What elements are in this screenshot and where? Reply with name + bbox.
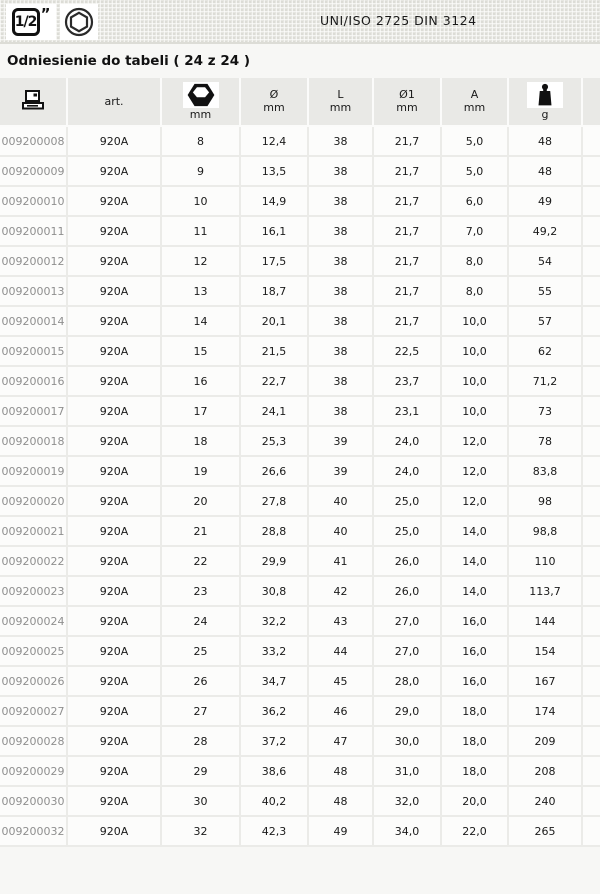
- cell-d: 32,2: [240, 606, 308, 636]
- cell-d: 26,6: [240, 456, 308, 486]
- cell-d: 18,7: [240, 276, 308, 306]
- column-header-A: [441, 78, 508, 126]
- cell-d: 12,4: [240, 126, 308, 156]
- cell-L: 47: [308, 726, 373, 756]
- cell-d1: 25,0: [373, 516, 441, 546]
- table-row: [0, 726, 600, 756]
- cell-code: 009200014: [0, 306, 67, 336]
- table-row: [0, 156, 600, 186]
- column-header-hex: [161, 78, 240, 126]
- cell-art: 920A: [67, 246, 161, 276]
- cell-art: 920A: [67, 816, 161, 846]
- cell-L: 49: [308, 816, 373, 846]
- cell-code: 009200029: [0, 756, 67, 786]
- cell-L: 38: [308, 156, 373, 186]
- cell-d: 21,5: [240, 336, 308, 366]
- row-edge-sliver: [582, 516, 600, 546]
- cell-hex: 25: [161, 636, 240, 666]
- cell-g: 78: [508, 426, 582, 456]
- table-row: [0, 546, 600, 576]
- cell-g: 98: [508, 486, 582, 516]
- cell-hex: 30: [161, 786, 240, 816]
- cell-L: 38: [308, 216, 373, 246]
- cell-code: 009200028: [0, 726, 67, 756]
- cell-g: 144: [508, 606, 582, 636]
- cell-L: 48: [308, 786, 373, 816]
- cell-art: 920A: [67, 216, 161, 246]
- cell-hex: 16: [161, 366, 240, 396]
- cell-art: 920A: [67, 126, 161, 156]
- cell-art: 920A: [67, 756, 161, 786]
- cell-A: 5,0: [441, 156, 508, 186]
- cell-hex: 29: [161, 756, 240, 786]
- cell-g: 154: [508, 636, 582, 666]
- cell-g: 57: [508, 306, 582, 336]
- cell-d1: 23,7: [373, 366, 441, 396]
- half-inch-drive-badge: [6, 4, 56, 40]
- cell-hex: 21: [161, 516, 240, 546]
- cell-art: 920A: [67, 336, 161, 366]
- cell-g: 265: [508, 816, 582, 846]
- cell-art: 920A: [67, 696, 161, 726]
- hex-nut-icon: [183, 82, 219, 108]
- cell-code: 009200026: [0, 666, 67, 696]
- column-header-weight: [508, 78, 582, 126]
- column-header-code: [0, 78, 67, 126]
- cell-L: 38: [308, 366, 373, 396]
- cell-d1: 21,7: [373, 186, 441, 216]
- cell-d: 22,7: [240, 366, 308, 396]
- table-row: [0, 246, 600, 276]
- cell-g: 113,7: [508, 576, 582, 606]
- cell-g: 71,2: [508, 366, 582, 396]
- table-row: [0, 786, 600, 816]
- column-unit: mm: [396, 101, 418, 114]
- table-row: [0, 516, 600, 546]
- table-body: [0, 126, 600, 846]
- column-header-diameter: [240, 78, 308, 126]
- cell-hex: 10: [161, 186, 240, 216]
- cell-A: 10,0: [441, 366, 508, 396]
- cell-g: 48: [508, 156, 582, 186]
- cell-art: 920A: [67, 516, 161, 546]
- table-row: [0, 696, 600, 726]
- cell-art: 920A: [67, 186, 161, 216]
- cell-code: 009200016: [0, 366, 67, 396]
- cell-code: 009200009: [0, 156, 67, 186]
- hex-socket-icon: [60, 4, 98, 40]
- table-row: [0, 276, 600, 306]
- row-edge-sliver: [582, 126, 600, 156]
- cell-hex: 22: [161, 546, 240, 576]
- row-edge-sliver: [582, 246, 600, 276]
- cell-d1: 27,0: [373, 636, 441, 666]
- cell-hex: 12: [161, 246, 240, 276]
- cell-g: 54: [508, 246, 582, 276]
- cell-art: 920A: [67, 396, 161, 426]
- cell-d1: 32,0: [373, 786, 441, 816]
- cell-hex: 18: [161, 426, 240, 456]
- cell-art: 920A: [67, 366, 161, 396]
- cell-code: 009200020: [0, 486, 67, 516]
- cell-d: 17,5: [240, 246, 308, 276]
- cell-d: 38,6: [240, 756, 308, 786]
- cell-L: 38: [308, 396, 373, 426]
- cell-d: 20,1: [240, 306, 308, 336]
- cell-code: 009200012: [0, 246, 67, 276]
- cell-d1: 21,7: [373, 126, 441, 156]
- row-edge-sliver: [582, 396, 600, 426]
- cell-hex: 14: [161, 306, 240, 336]
- row-edge-sliver: [582, 156, 600, 186]
- table-row: [0, 456, 600, 486]
- cell-A: 16,0: [441, 606, 508, 636]
- cell-code: 009200011: [0, 216, 67, 246]
- cell-L: 44: [308, 636, 373, 666]
- cell-art: 920A: [67, 156, 161, 186]
- cell-art: 920A: [67, 486, 161, 516]
- cell-g: 167: [508, 666, 582, 696]
- cell-L: 38: [308, 306, 373, 336]
- cell-d: 37,2: [240, 726, 308, 756]
- cell-A: 20,0: [441, 786, 508, 816]
- cell-d1: 22,5: [373, 336, 441, 366]
- table-row: [0, 306, 600, 336]
- cell-A: 18,0: [441, 726, 508, 756]
- cell-d1: 26,0: [373, 576, 441, 606]
- column-label: L: [337, 88, 344, 101]
- column-label: art.: [104, 95, 124, 108]
- cell-d1: 34,0: [373, 816, 441, 846]
- column-header-art: [67, 78, 161, 126]
- cell-code: 009200025: [0, 636, 67, 666]
- cell-A: 8,0: [441, 246, 508, 276]
- cell-A: 7,0: [441, 216, 508, 246]
- cell-g: 98,8: [508, 516, 582, 546]
- cell-L: 38: [308, 246, 373, 276]
- cell-L: 42: [308, 576, 373, 606]
- row-edge-sliver: [582, 486, 600, 516]
- cell-L: 38: [308, 336, 373, 366]
- cell-hex: 23: [161, 576, 240, 606]
- cell-d1: 28,0: [373, 666, 441, 696]
- cell-d: 14,9: [240, 186, 308, 216]
- table-row: [0, 126, 600, 156]
- cell-A: 10,0: [441, 396, 508, 426]
- cell-art: 920A: [67, 456, 161, 486]
- table-row: [0, 336, 600, 366]
- cell-g: 62: [508, 336, 582, 366]
- cell-A: 5,0: [441, 126, 508, 156]
- cell-g: 55: [508, 276, 582, 306]
- cell-d: 28,8: [240, 516, 308, 546]
- cell-g: 174: [508, 696, 582, 726]
- cell-L: 39: [308, 456, 373, 486]
- cell-d: 30,8: [240, 576, 308, 606]
- standard-label: UNI/ISO 2725 DIN 3124: [320, 13, 477, 28]
- row-edge-sliver: [582, 606, 600, 636]
- row-edge-sliver: [582, 546, 600, 576]
- cell-L: 41: [308, 546, 373, 576]
- cell-d1: 21,7: [373, 246, 441, 276]
- cell-d1: 25,0: [373, 486, 441, 516]
- cell-d1: 23,1: [373, 396, 441, 426]
- page-title: Odniesienie do tabeli ( 24 z 24 ): [0, 44, 600, 78]
- cell-A: 16,0: [441, 636, 508, 666]
- cell-code: 009200019: [0, 456, 67, 486]
- column-header-length: [308, 78, 373, 126]
- column-unit: mm: [463, 101, 486, 114]
- cell-code: 009200023: [0, 576, 67, 606]
- cell-d: 16,1: [240, 216, 308, 246]
- inch-mark: ”: [40, 5, 51, 23]
- row-edge-sliver: [582, 336, 600, 366]
- cell-g: 209: [508, 726, 582, 756]
- cell-hex: 15: [161, 336, 240, 366]
- cell-code: 009200027: [0, 696, 67, 726]
- cell-A: 10,0: [441, 336, 508, 366]
- cell-art: 920A: [67, 606, 161, 636]
- column-label: Ø1: [399, 88, 415, 101]
- cell-code: 009200013: [0, 276, 67, 306]
- cell-code: 009200024: [0, 606, 67, 636]
- cell-A: 12,0: [441, 456, 508, 486]
- cell-hex: 13: [161, 276, 240, 306]
- cell-L: 45: [308, 666, 373, 696]
- cell-hex: 9: [161, 156, 240, 186]
- table-row: [0, 576, 600, 606]
- column-unit: g: [541, 108, 549, 121]
- cell-L: 43: [308, 606, 373, 636]
- cell-d1: 21,7: [373, 276, 441, 306]
- row-edge-sliver: [582, 186, 600, 216]
- cell-code: 009200021: [0, 516, 67, 546]
- cell-d: 40,2: [240, 786, 308, 816]
- cell-d1: 30,0: [373, 726, 441, 756]
- cell-A: 14,0: [441, 516, 508, 546]
- column-unit: mm: [263, 101, 285, 114]
- cell-hex: 27: [161, 696, 240, 726]
- cell-L: 48: [308, 756, 373, 786]
- cell-d1: 24,0: [373, 426, 441, 456]
- row-edge-sliver: [582, 666, 600, 696]
- top-bar: [0, 0, 600, 44]
- cell-d: 27,8: [240, 486, 308, 516]
- cell-g: 49: [508, 186, 582, 216]
- cell-g: 110: [508, 546, 582, 576]
- cell-hex: 32: [161, 816, 240, 846]
- cell-hex: 24: [161, 606, 240, 636]
- weight-icon: [527, 82, 563, 108]
- cell-art: 920A: [67, 786, 161, 816]
- cell-hex: 11: [161, 216, 240, 246]
- column-label: Ø: [269, 88, 279, 101]
- cell-A: 14,0: [441, 546, 508, 576]
- cell-L: 38: [308, 126, 373, 156]
- cell-d1: 31,0: [373, 756, 441, 786]
- column-header-diameter1: [373, 78, 441, 126]
- cell-L: 38: [308, 276, 373, 306]
- cell-L: 46: [308, 696, 373, 726]
- spec-table: [0, 78, 600, 847]
- row-edge-sliver: [582, 816, 600, 846]
- cell-hex: 17: [161, 396, 240, 426]
- table-row: [0, 486, 600, 516]
- cell-d1: 26,0: [373, 546, 441, 576]
- cell-art: 920A: [67, 726, 161, 756]
- cell-d1: 27,0: [373, 606, 441, 636]
- cell-art: 920A: [67, 306, 161, 336]
- cell-L: 39: [308, 426, 373, 456]
- cell-g: 240: [508, 786, 582, 816]
- row-edge-sliver: [582, 726, 600, 756]
- cell-d1: 21,7: [373, 306, 441, 336]
- cell-L: 38: [308, 186, 373, 216]
- cell-d: 13,5: [240, 156, 308, 186]
- cell-art: 920A: [67, 636, 161, 666]
- cell-art: 920A: [67, 666, 161, 696]
- cell-art: 920A: [67, 576, 161, 606]
- cell-A: 16,0: [441, 666, 508, 696]
- column-unit: mm: [329, 101, 352, 114]
- row-edge-sliver: [582, 636, 600, 666]
- table-row: [0, 756, 600, 786]
- cell-L: 40: [308, 516, 373, 546]
- cell-code: 009200018: [0, 426, 67, 456]
- cell-hex: 8: [161, 126, 240, 156]
- table-header: [0, 78, 600, 126]
- column-label: A: [470, 88, 479, 101]
- cell-d1: 21,7: [373, 156, 441, 186]
- cell-code: 009200032: [0, 816, 67, 846]
- cell-code: 009200010: [0, 186, 67, 216]
- cell-d: 36,2: [240, 696, 308, 726]
- cell-d: 34,7: [240, 666, 308, 696]
- cell-code: 009200008: [0, 126, 67, 156]
- row-edge-sliver: [582, 276, 600, 306]
- half-inch-drive-icon: 1/2: [12, 8, 40, 36]
- table-row: [0, 186, 600, 216]
- row-edge-sliver: [582, 786, 600, 816]
- cell-A: 8,0: [441, 276, 508, 306]
- table-row: [0, 366, 600, 396]
- row-edge-sliver: [582, 306, 600, 336]
- cell-g: 83,8: [508, 456, 582, 486]
- table-row: [0, 426, 600, 456]
- cell-A: 22,0: [441, 816, 508, 846]
- cell-code: 009200022: [0, 546, 67, 576]
- cell-A: 10,0: [441, 306, 508, 336]
- cell-L: 40: [308, 486, 373, 516]
- table-row: [0, 216, 600, 246]
- header-edge-sliver: [582, 78, 600, 126]
- column-unit: mm: [189, 108, 212, 121]
- cell-hex: 20: [161, 486, 240, 516]
- cell-g: 48: [508, 126, 582, 156]
- cell-A: 14,0: [441, 576, 508, 606]
- table-row: [0, 606, 600, 636]
- cell-d: 42,3: [240, 816, 308, 846]
- row-edge-sliver: [582, 366, 600, 396]
- cell-code: 009200030: [0, 786, 67, 816]
- cell-d: 29,9: [240, 546, 308, 576]
- cell-A: 6,0: [441, 186, 508, 216]
- row-edge-sliver: [582, 216, 600, 246]
- cell-g: 73: [508, 396, 582, 426]
- row-edge-sliver: [582, 576, 600, 606]
- table-row: [0, 636, 600, 666]
- row-edge-sliver: [582, 696, 600, 726]
- cell-d1: 21,7: [373, 216, 441, 246]
- cell-d: 24,1: [240, 396, 308, 426]
- cell-g: 49,2: [508, 216, 582, 246]
- cell-d: 25,3: [240, 426, 308, 456]
- cell-hex: 28: [161, 726, 240, 756]
- cell-hex: 26: [161, 666, 240, 696]
- cell-d1: 24,0: [373, 456, 441, 486]
- cell-A: 12,0: [441, 426, 508, 456]
- cell-art: 920A: [67, 546, 161, 576]
- cell-art: 920A: [67, 276, 161, 306]
- cell-A: 12,0: [441, 486, 508, 516]
- cell-A: 18,0: [441, 756, 508, 786]
- cell-code: 009200017: [0, 396, 67, 426]
- row-edge-sliver: [582, 756, 600, 786]
- cell-art: 920A: [67, 426, 161, 456]
- table-row: [0, 816, 600, 846]
- cell-d: 33,2: [240, 636, 308, 666]
- cell-A: 18,0: [441, 696, 508, 726]
- cell-g: 208: [508, 756, 582, 786]
- row-edge-sliver: [582, 426, 600, 456]
- row-edge-sliver: [582, 456, 600, 486]
- table-row: [0, 666, 600, 696]
- monitor-icon: [20, 100, 46, 113]
- table-row: [0, 396, 600, 426]
- cell-d1: 29,0: [373, 696, 441, 726]
- cell-code: 009200015: [0, 336, 67, 366]
- cell-hex: 19: [161, 456, 240, 486]
